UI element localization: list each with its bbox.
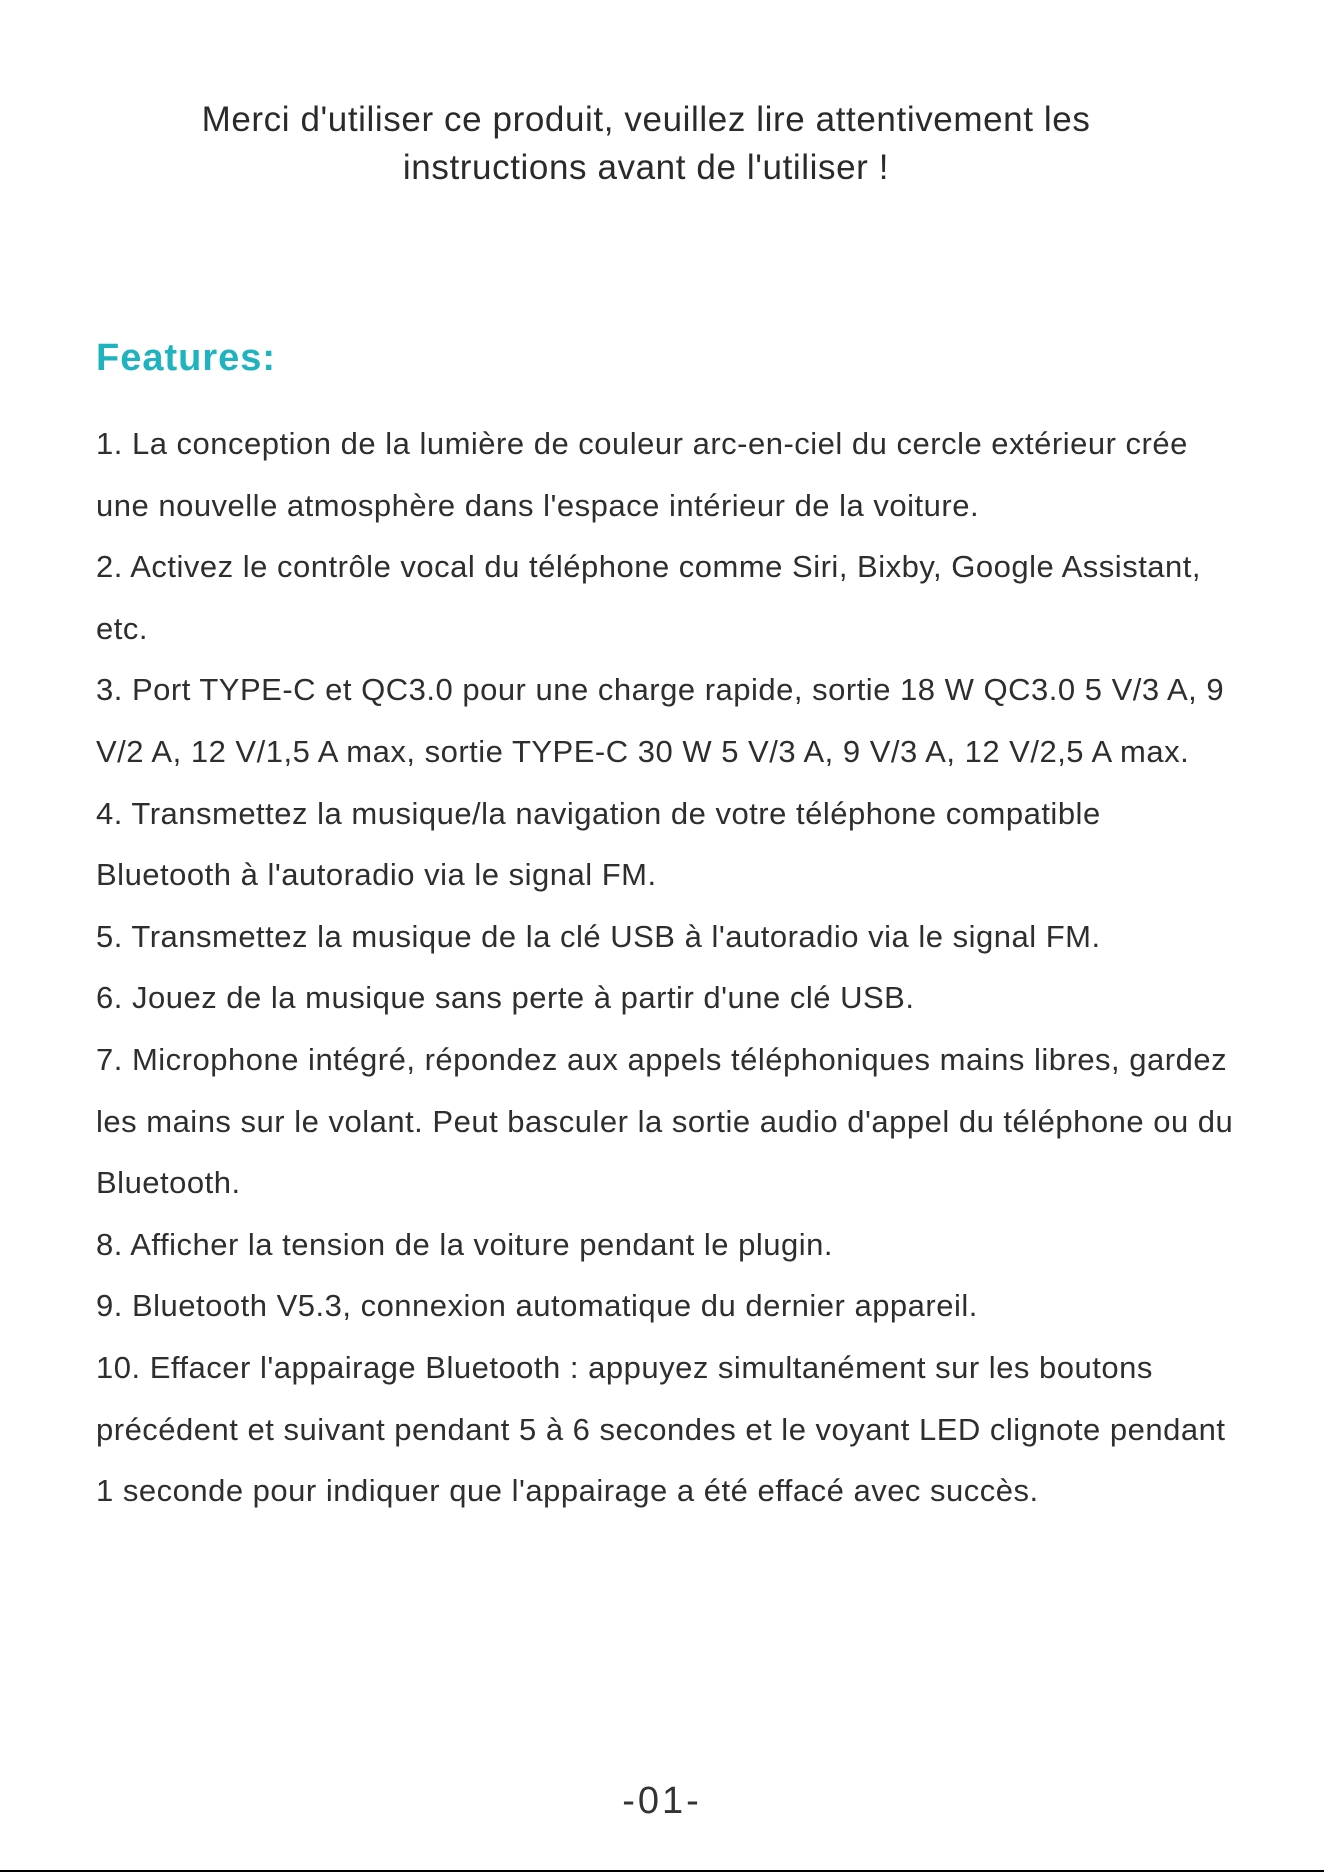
intro-line-1: Merci d'utiliser ce produit, veuillez lire attentivement les bbox=[201, 100, 1091, 139]
page-number: -01- bbox=[622, 1780, 702, 1822]
intro-line-2: instructions avant de l'utiliser ! bbox=[402, 148, 890, 187]
feature-item-1: 1. La conception de la lumière de couleur arc-en-ciel du cercle extérieur crée une nouvelle atmosphère dans l'espace intérieur de la voiture. bbox=[96, 426, 1188, 523]
feature-item-8: 8. Afficher la tension de la voiture pendant le plugin. bbox=[96, 1226, 833, 1262]
features-list bbox=[96, 413, 1236, 1522]
feature-item-2: 2. Activez le contrôle vocal du téléphone comme Siri, Bixby, Google Assistant, etc. bbox=[96, 549, 1202, 646]
feature-item-10: 10. Effacer l'appairage Bluetooth : appuyez simultanément sur les boutons précédent et suivant pendant 5 à 6 secondes et le voyant LED clignote pendant 1 seconde pour indiquer que l'appairage a été effacé avec succès. bbox=[96, 1349, 1226, 1509]
feature-item-4: 4. Transmettez la musique/la navigation de votre téléphone compatible Bluetooth à l'autoradio via le signal FM. bbox=[96, 795, 1101, 893]
feature-item-9: 9. Bluetooth V5.3, connexion automatique du dernier appareil. bbox=[96, 1288, 978, 1324]
feature-item-7: 7. Microphone intégré, répondez aux appels téléphoniques mains libres, gardez les mains sur le volant. Peut basculer la sortie audio d'appel du téléphone ou du Bluetooth. bbox=[96, 1041, 1234, 1201]
feature-item-5: 5. Transmettez la musique de la clé USB à l'autoradio via le signal FM. bbox=[96, 918, 1101, 954]
feature-item-3: 3. Port TYPE-C et QC3.0 pour une charge rapide, sortie 18 W QC3.0 5 V/3 A, 9 V/2 A, 12 V/1,5 A max, sortie TYPE-C 30 W 5 V/3 A, 9 V/3 A, 12 V/2,5 A max. bbox=[96, 672, 1225, 769]
features-heading: Features: bbox=[96, 337, 277, 379]
feature-item-6: 6. Jouez de la musique sans perte à partir d'une clé USB. bbox=[96, 980, 915, 1016]
intro-text bbox=[96, 96, 1196, 192]
